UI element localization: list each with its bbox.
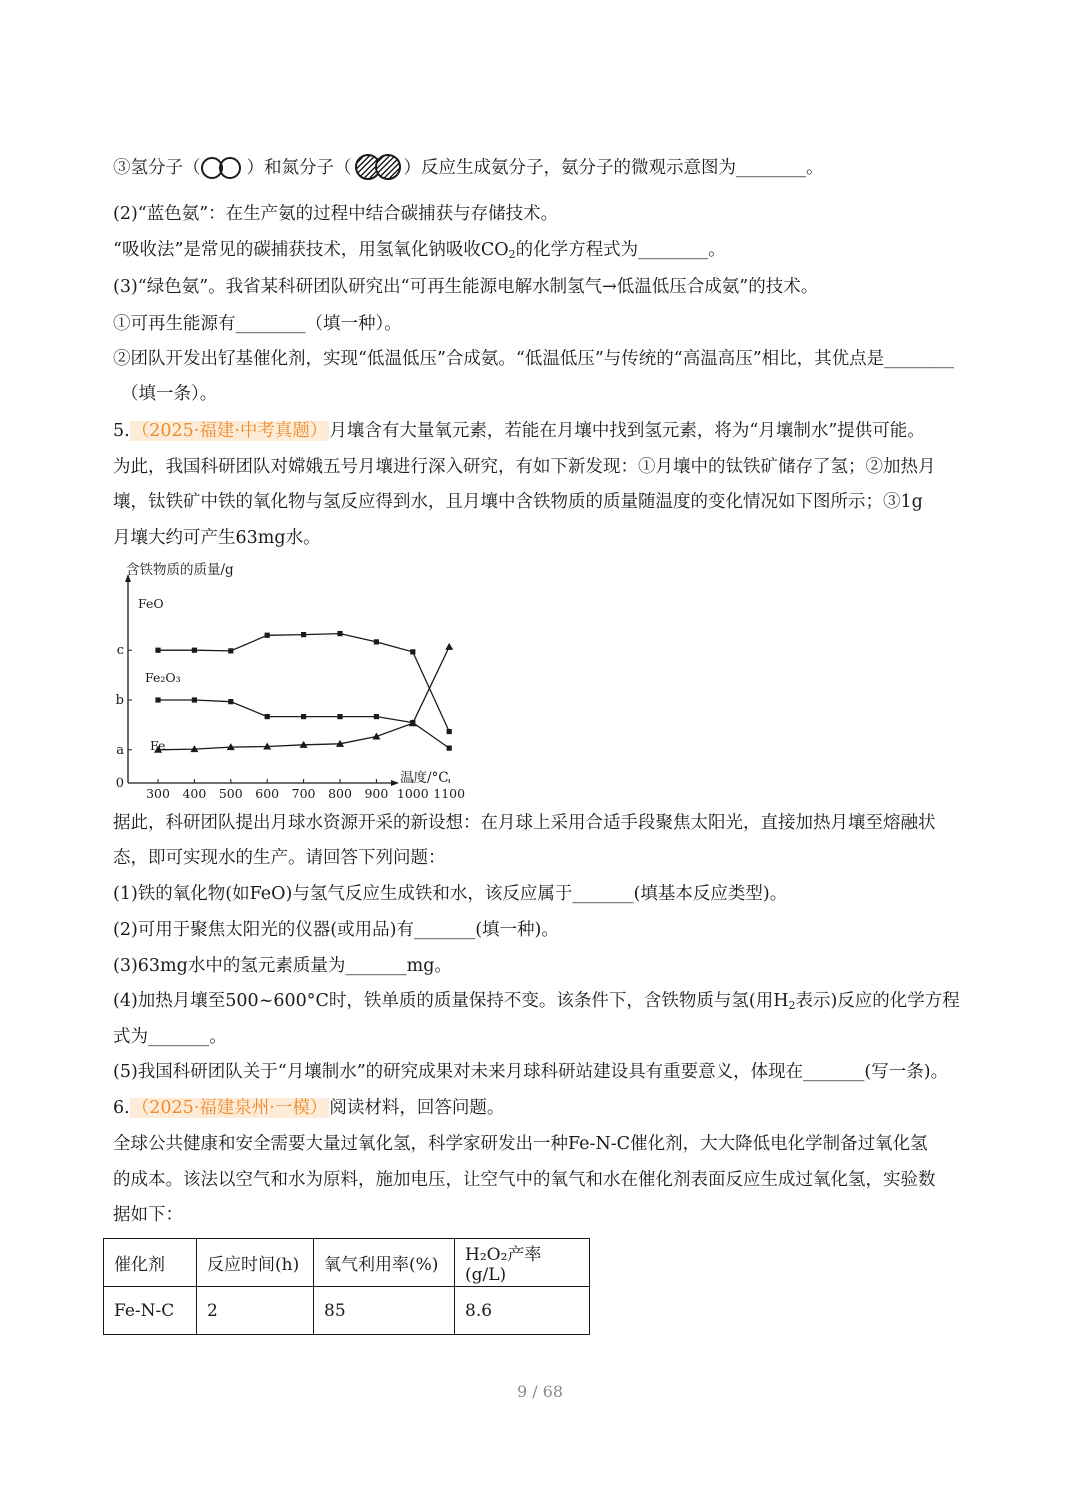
data-point [228, 699, 233, 704]
text-line: (5)我国科研团队关于“月壤制水”的研究成果对未来月球科研站建设具有重要意义，体现在_______(写一条)。 [113, 1062, 949, 1082]
table-header-row [104, 1239, 590, 1287]
text-span: 表示)反应的化学方程 [795, 991, 960, 1011]
question-5-header [113, 419, 925, 443]
text-line: 式为_______。 [113, 1027, 227, 1047]
x-tick-label: 700 [291, 786, 316, 801]
text-span: ）反应生成氨分子，氨分子的微观示意图为________。 [403, 158, 824, 178]
experiment-data-table [103, 1238, 590, 1335]
data-point [265, 633, 270, 638]
table-cell: 2 [197, 1287, 314, 1335]
x-tick-label: 900 [364, 786, 389, 801]
x-tick-label: 1000 [396, 786, 429, 801]
data-point [337, 714, 342, 719]
text-line: (2)可用于聚焦太阳光的仪器(或用品)有_______(填一种)。 [113, 920, 559, 940]
text-line: 态，即可实现水的生产。请回答下列问题： [113, 848, 446, 868]
question-number: 6. [113, 1098, 130, 1118]
text-line: 据如下： [113, 1205, 183, 1225]
data-point [337, 631, 342, 636]
subscript: 2 [788, 999, 796, 1012]
text-line [113, 989, 960, 1018]
table-header-cell: 反应时间(h) [197, 1239, 314, 1287]
table-header-cell: H₂O₂产率(g/L) [455, 1239, 590, 1287]
hydrogen-molecule-icon [201, 157, 247, 179]
y-tick-label: 0 [115, 776, 124, 791]
table-header-cell: 氧气利用率(%) [314, 1239, 455, 1287]
data-point [265, 714, 270, 719]
table-cell: 8.6 [455, 1287, 590, 1335]
data-point [192, 697, 197, 702]
text-line: (3)63mg水中的氢元素质量为_______mg。 [113, 956, 452, 976]
question-number: 5. [113, 421, 130, 441]
subscript: 2 [508, 248, 516, 261]
data-point [374, 714, 379, 719]
data-point [155, 697, 160, 702]
x-tick-label: 800 [328, 786, 352, 801]
text-span: “吸收法”是常见的碳捕获技术，用氢氧化钠吸收CO [113, 240, 509, 260]
text-line: ①可再生能源有________（填一种）。 [113, 314, 402, 334]
text-line: （填一条）。 [121, 384, 218, 404]
text-line [113, 154, 824, 180]
text-line: 壤，钛铁矿中铁的氧化物与氢反应得到水，且月壤中含铁物质的质量随温度的变化情况如下图所示；③1g [113, 492, 923, 512]
series-line [158, 647, 449, 750]
text-span: (4)加热月壤至500~600°C时，铁单质的质量保持不变。该条件下，含铁物质与氢(用H [113, 991, 789, 1011]
x-axis-label: 温度/°C [400, 770, 449, 786]
y-tick-label: b [115, 693, 124, 708]
text-line: 全球公共健康和安全需要大量过氧化氢，科学家研发出一种Fe-N-C催化剂，大大降低电化学制备过氧化氢 [113, 1134, 928, 1154]
y-tick-label: c [116, 643, 124, 659]
y-tick-label: a [116, 742, 124, 758]
data-point [301, 632, 306, 637]
data-point [155, 648, 160, 653]
data-point [447, 729, 452, 734]
data-point [228, 648, 233, 653]
data-point [301, 714, 306, 719]
table-cell: Fe-N-C [104, 1287, 197, 1335]
series-label: Fe₂O₃ [145, 670, 181, 685]
series-label: Fe [150, 738, 166, 753]
text-line: 的成本。该法以空气和水为原料，施加电压，让空气中的氧气和水在催化剂表面反应生成过氧化氢，实验数 [113, 1170, 936, 1190]
x-tick-label: 300 [146, 786, 170, 801]
text-span: 月壤含有大量氧元素，若能在月壤中找到氢元素，将为“月壤制水”提供可能。 [329, 421, 925, 441]
page-number: 9 / 68 [516, 1382, 564, 1401]
x-tick-label: 600 [255, 786, 280, 801]
question-6-header [113, 1096, 504, 1120]
data-point [445, 643, 453, 650]
table-cell: 85 [314, 1287, 455, 1335]
table-header-cell: 催化剂 [104, 1239, 197, 1287]
text-span: 的化学方程式为________。 [515, 240, 726, 260]
source-tag: （2025·福建泉州·一模） [131, 1098, 328, 1118]
series-label: FeO [138, 596, 164, 611]
text-span: ）和氮分子（ [246, 158, 352, 178]
text-line: 据此，科研团队提出月球水资源开采的新设想：在月球上采用合适手段聚焦太阳光，直接加热月壤至熔融状 [113, 813, 936, 833]
text-line: (3)“绿色氨”。我省某科研团队研究出“可再生能源电解水制氢气→低温低压合成氨”的技术。 [113, 277, 819, 297]
x-tick-label: 500 [218, 786, 243, 801]
text-span: 阅读材料，回答问题。 [329, 1098, 505, 1118]
data-point [447, 746, 452, 751]
y-axis-label: 含铁物质的质量/g [126, 562, 234, 578]
nitrogen-molecule-icon [355, 154, 401, 180]
source-tag: （2025·福建·中考真题） [131, 421, 328, 441]
table-row [104, 1287, 590, 1335]
iron-mass-temperature-chart [110, 556, 466, 804]
text-line: (1)铁的氧化物(如FeO)与氢气反应生成铁和水，该反应属于_______(填基本反应类型)。 [113, 884, 788, 904]
text-line: 月壤大约可产生63mg水。 [113, 528, 321, 548]
text-line [113, 238, 726, 267]
text-line: (2)“蓝色氨”：在生产氨的过程中结合碳捕获与存储技术。 [113, 204, 559, 224]
text-line: 为此，我国科研团队对嫦娥五号月壤进行深入研究，有如下新发现：①月壤中的钛铁矿储存了氢；②加热月 [113, 457, 936, 477]
data-point [410, 649, 415, 654]
x-tick-label: 400 [182, 786, 207, 801]
text-span: ③氢分子（ [113, 158, 201, 178]
data-point [374, 639, 379, 644]
data-point [192, 648, 197, 653]
text-line: ②团队开发出钌基催化剂，实现“低温低压”合成氨。“低温低压”与传统的“高温高压”相比，其优点是________ [113, 349, 955, 369]
x-tick-label: 1100 [433, 786, 466, 801]
